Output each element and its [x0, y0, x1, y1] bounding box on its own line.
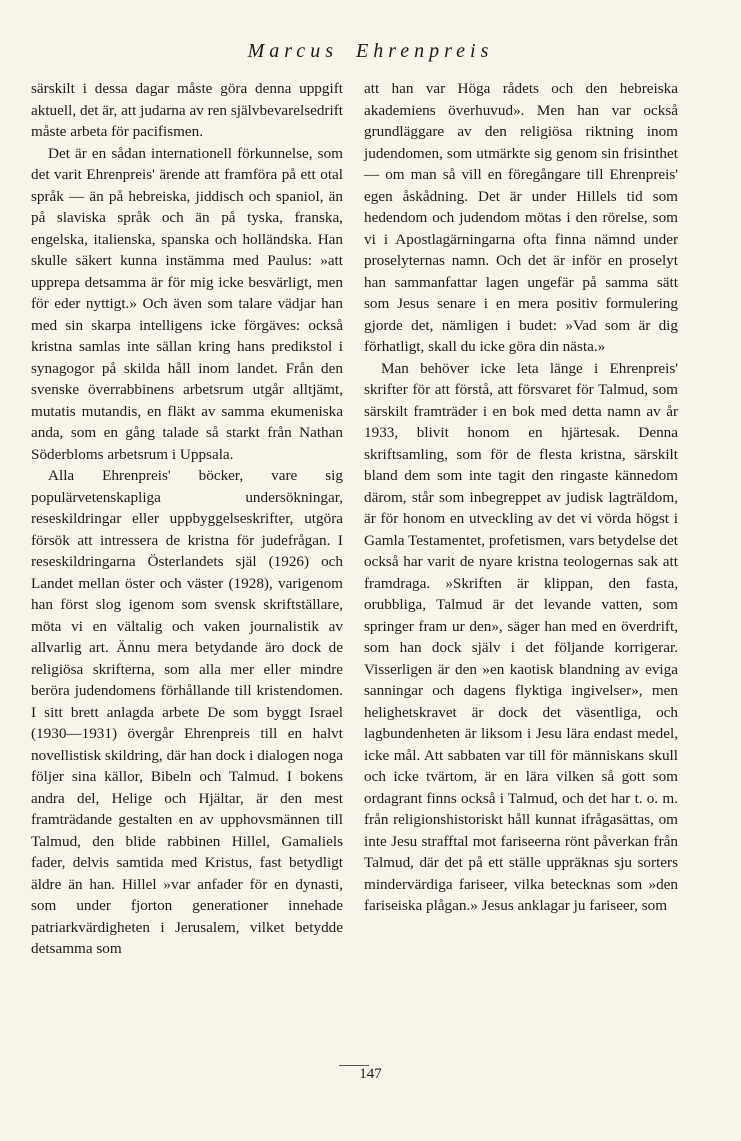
right-column — [364, 78, 678, 917]
paragraph: särskilt i dessa dagar måste göra denna uppgift aktuell, det är, att judarna av ren självbevarelsedrift måste arbeta för pacifismen. — [31, 80, 343, 140]
page-number: 147 — [359, 1066, 382, 1082]
paragraph: Man behöver icke leta länge i Ehrenpreis' skrifter för att förstå, att försvaret för Talmud, som särskilt framträder i en bok med detta namn av år 1933, blivit honom en hjärtesak. Denna skriftsamling, som för de flesta kristna, särskilt bland dem som inte tagit den ringaste kännedom därom, står som inbegreppet av judisk lagträldom, är för honom en utveckling av det vi vörda högst i Gamla Testamentet, profetismen, vars betydelse det också har varit de nyare kristna teologernas sak att framdraga. »Skriften är klippan, den fasta, orubbliga, Talmud är det levande vatten, som springer fram ur den», säger han med en överdrift, som han dock själv i det följande korrigerar. Visserligen är den »en kaotisk blandning av eviga sanningar och dagens flyktiga ingivelser», men helighetskravet är dock det väsentliga, och lagbundenheten är liksom i Jesu lära endast medel, icke mål. Att sabbaten var till för människans skull och icke tvärtom, är en lära vilken så gott som ordagrant finns också i Talmud, och det har t. o. m. från religionshistoriskt håll kunnat ifrågasättas, om inte Jesu strafftal mot fariseerna rönt påverkan från Talmud, där det på ett ställe uppräknas sju sorters mindervärdiga fariseer, vilka betecknas som »den fariseiska plågan.» Jesus anklagar ju fariseer, som — [364, 359, 678, 914]
paragraph: att han var Höga rådets och den hebreiska akademiens överhuvud». Men han var också grundläggare av den religiösa riktning inom judendomen, som utmärkte sig genom sin frisinthet — om man så vill en föregångare till Ehrenpreis' egen åskådning. Det är under Hillels tid som hedendom och judendom mötas i den rörelse, som vi i Apostlagärningarna ofta finna nämnd under proselyternas namn. Och det är inför en proselyt han sammanfattar lagen ungefär på samma sätt som Jesus senare i en mera positiv formulering gjorde det, nämligen i budet: »Vad som är dig förhatligt, skall du icke göra din nästa.» — [364, 80, 678, 355]
paragraph: Det är en sådan internationell förkunnelse, som det varit Ehrenpreis' ärende att framföra på ett otal språk — än på hebreiska, jiddisch och spaniol, än på slaviska språk och än på tyska, franska, engelska, italienska, spanska och holländska. Han skulle säkert kunna instämma med Paulus: »att upprepa detsamma är för mig icke besvärligt, men för eder nyttigt.» Och även som talare vädjar han med sin skarpa intelligens icke förgäves: också kristna samlas inte sällan kring hans predikstol i synagogor på skilda håll inom landet. Från den svenske överrabbinens arbetsrum utgår alltjämt, mutatis mutandis, en fläkt av samma ekumeniska anda, som en gång talade så starkt från Nathan Söderbloms arbetsrum i Uppsala. — [31, 144, 343, 463]
running-head: Marcus Ehrenpreis — [247, 40, 494, 62]
left-column — [31, 78, 343, 960]
paragraph: Alla Ehrenpreis' böcker, vare sig populärvetenskapliga undersökningar, reseskildringar eller uppbyggelseskrifter, utgöra försök att intressera de kristna för judefrågan. I reseskildringarna Österlandets själ (1926) och Landet mellan öster och väster (1928), varigenom han först slog igenom som svensk skriftställare, möta vi en vältalig och vaken journalistik av allvarlig art. Ännu mera betydande äro dock de religiösa skrifterna, som alla mer eller mindre beröra judendomens förhållande till kristendomen. I sitt brett anlagda arbete De som byggt Israel (1930—1931) övergår Ehrenpreis till en halvt novellistisk skildring, där han dock i dialogen noga följer sina källor, Bibeln och Talmud. I bokens andra del, Helige och Hjältar, är den mest framträdande gestalten en av upphovsmännen till Talmud, den blide rabbinen Hillel, Gamaliels fader, delvis samtida med Kristus, fast betydligt äldre än han. Hillel »var anfader för en dynasti, som under fjorton generationer innehade patriarkvärdigheten i Jerusalem, vilket betydde detsamma som — [31, 467, 343, 957]
